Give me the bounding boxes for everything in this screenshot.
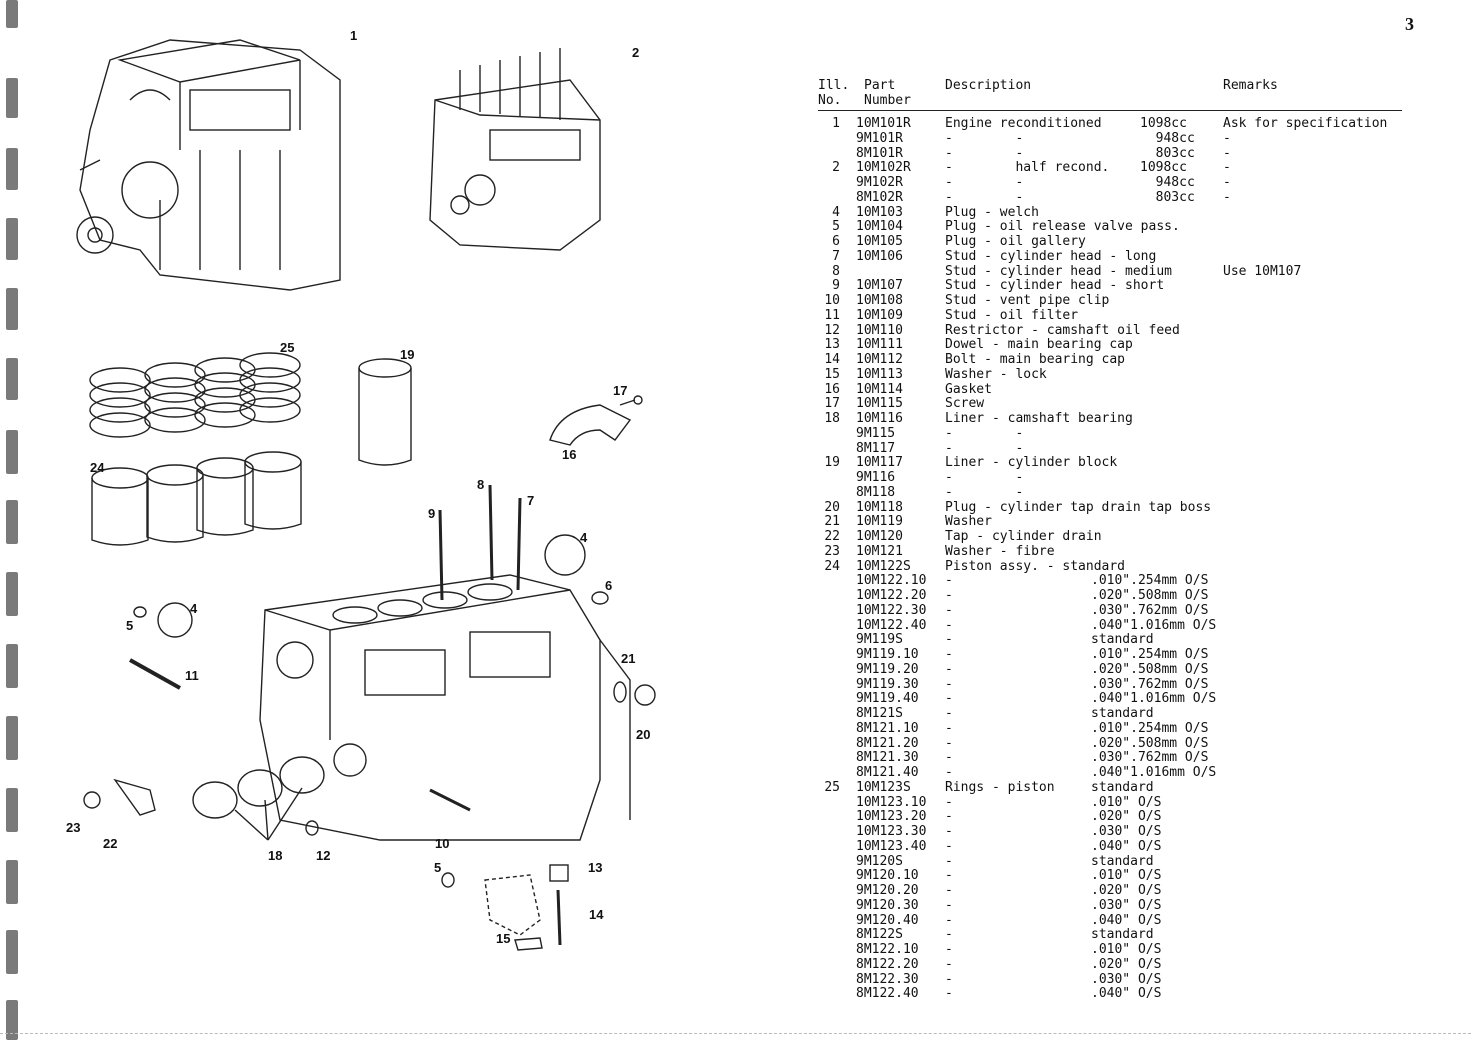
callout-18: 18 <box>268 848 283 863</box>
description-cell: - <box>945 853 953 869</box>
part-number-cell: 10M111 <box>856 337 903 353</box>
table-row <box>818 633 1418 648</box>
table-row <box>818 943 1418 958</box>
size-cell: .010" O/S <box>1091 794 1162 810</box>
callout-7: 7 <box>527 493 535 508</box>
callout-11: 11 <box>185 668 199 683</box>
table-row <box>818 973 1418 988</box>
description-cell: Washer - fibre <box>945 543 1055 559</box>
ill-no-cell: 17 <box>824 396 840 412</box>
part-number-cell: 10M120 <box>856 529 903 544</box>
description-cell: Dowel - main bearing cap <box>945 337 1133 353</box>
description-cell: - - <box>945 470 1024 485</box>
table-row <box>818 220 1418 235</box>
ill-no-cell: 8 <box>832 263 840 279</box>
table-row <box>818 279 1418 294</box>
size-cell: standard <box>1091 927 1154 943</box>
part-number-cell: 9M119S <box>856 632 903 648</box>
table-row <box>818 884 1418 899</box>
part-number-cell: 10M123.30 <box>856 824 927 839</box>
table-row <box>818 545 1418 560</box>
ill-no-cell: 9 <box>832 278 840 294</box>
description-cell: - <box>945 602 953 618</box>
part-number-cell: 10M123.40 <box>856 838 927 854</box>
part-number-cell: 9M101R <box>856 130 903 146</box>
part-number-cell: 8M117 <box>856 440 896 456</box>
description-cell: Liner - camshaft bearing <box>945 411 1133 426</box>
callout-9: 9 <box>428 506 436 521</box>
part-number-cell: 10M107 <box>856 278 903 294</box>
ill-no-cell: 15 <box>824 366 840 382</box>
header-part-number: Part Number <box>864 78 911 108</box>
table-row <box>818 825 1418 840</box>
part-number-cell: 10M112 <box>856 352 903 367</box>
table-row <box>818 766 1418 781</box>
callout-22: 22 <box>103 836 118 851</box>
size-cell: .040" O/S <box>1091 838 1162 854</box>
part-number-cell: 9M120.10 <box>856 868 919 884</box>
page-number: 3 <box>1405 14 1414 34</box>
table-row <box>818 368 1418 383</box>
part-number-cell: 8M121.30 <box>856 750 919 766</box>
description-cell: Tap - cylinder drain <box>945 529 1102 544</box>
size-cell: standard <box>1091 779 1154 795</box>
part-number-cell: 8M121.10 <box>856 720 919 736</box>
callout-15: 15 <box>496 931 511 946</box>
size-cell: .040" O/S <box>1091 986 1162 1002</box>
size-cell: standard <box>1091 853 1154 869</box>
table-row <box>818 958 1418 973</box>
part-number-cell: 8M122S <box>856 927 903 943</box>
table-row <box>818 781 1418 796</box>
description-cell: Stud - cylinder head - long <box>945 248 1157 264</box>
table-row <box>818 412 1418 427</box>
callout-6: 6 <box>605 578 613 593</box>
part-number-cell: 9M119.30 <box>856 676 919 692</box>
description-cell: - - <box>945 484 1024 500</box>
size-cell: .040"1.016mm O/S <box>1091 691 1217 707</box>
table-row <box>818 574 1418 589</box>
part-number-cell: 10M108 <box>856 293 903 308</box>
part-number-cell: 8M121.20 <box>856 735 919 751</box>
remarks-cell: - <box>1223 175 1231 190</box>
callout-2: 2 <box>632 45 640 60</box>
part-number-cell: 10M122S <box>856 558 911 574</box>
table-row <box>818 338 1418 353</box>
description-cell: - <box>945 647 953 662</box>
part-number-cell: 10M109 <box>856 307 903 323</box>
ill-no-cell: 19 <box>824 455 840 471</box>
description-cell: Screw <box>945 396 985 412</box>
callout-24: 24 <box>90 460 105 475</box>
size-cell: .020".508mm O/S <box>1091 735 1209 751</box>
table-row <box>818 751 1418 766</box>
callout-labels <box>66 28 650 946</box>
callout-21: 21 <box>621 651 636 666</box>
ill-no-cell: 18 <box>824 411 840 426</box>
description-cell: Restrictor - camshaft oil feed <box>945 322 1180 338</box>
part-number-cell: 8M102R <box>856 189 903 205</box>
ill-no-cell: 6 <box>832 234 840 249</box>
engine-parts-illustration <box>40 20 740 1020</box>
ill-no-cell: 14 <box>824 352 840 367</box>
gasket-drawing <box>550 396 642 445</box>
table-row <box>818 604 1418 619</box>
table-row <box>818 383 1418 398</box>
description-cell: - <box>945 883 953 898</box>
description-cell: Plug - welch <box>945 204 1039 220</box>
description-cell: Liner - cylinder block <box>945 455 1118 471</box>
description-cell: - <box>945 868 953 884</box>
size-cell: .030".762mm O/S <box>1091 602 1209 618</box>
part-number-cell: 8M118 <box>856 484 896 500</box>
table-row <box>818 692 1418 707</box>
size-cell: .010".254mm O/S <box>1091 573 1209 589</box>
table-row <box>818 442 1418 457</box>
ill-no-cell: 24 <box>824 558 840 574</box>
part-number-cell: 8M121.40 <box>856 765 919 780</box>
table-row <box>818 899 1418 914</box>
callout-23: 23 <box>66 820 81 835</box>
part-number-cell: 8M122.20 <box>856 956 919 972</box>
description-cell: Plug - oil gallery <box>945 234 1086 249</box>
size-cell: .040"1.016mm O/S <box>1091 765 1217 780</box>
table-row <box>818 914 1418 929</box>
description-cell: - <box>945 720 953 736</box>
cylinder-liner-drawing <box>359 359 411 465</box>
part-number-cell: 10M113 <box>856 366 903 382</box>
description-cell: - - <box>945 175 1024 190</box>
table-row <box>818 147 1418 162</box>
description-cell: - <box>945 971 953 987</box>
parts-rows <box>818 117 1418 1002</box>
size-cell: standard <box>1091 632 1154 648</box>
ill-no-cell: 16 <box>824 381 840 397</box>
ill-no-cell: 5 <box>832 219 840 235</box>
table-row <box>818 678 1418 693</box>
table-row <box>818 855 1418 870</box>
description-cell: Plug - cylinder tap drain tap boss <box>945 499 1212 515</box>
table-row <box>818 191 1418 206</box>
description-cell: - - <box>945 189 1024 205</box>
table-row <box>818 265 1418 280</box>
callout-13: 13 <box>588 860 603 875</box>
parts-list-header <box>818 76 1402 111</box>
description-cell: - <box>945 661 953 677</box>
description-cell: Plug - oil release valve pass. <box>945 219 1180 235</box>
size-cell: .030".762mm O/S <box>1091 750 1209 766</box>
ill-no-cell: 21 <box>824 514 840 530</box>
table-row <box>818 796 1418 811</box>
remarks-cell: Use 10M107 <box>1223 263 1302 279</box>
callout-8: 8 <box>477 477 485 492</box>
size-cell: 948cc <box>1140 175 1195 190</box>
description-cell: - <box>945 824 953 839</box>
description-cell: - <box>945 573 953 589</box>
description-cell: - <box>945 735 953 751</box>
table-row <box>818 176 1418 191</box>
part-number-cell: 10M110 <box>856 322 903 338</box>
table-row <box>818 987 1418 1002</box>
table-row <box>818 456 1418 471</box>
table-row <box>818 810 1418 825</box>
description-cell: - - <box>945 145 1024 161</box>
table-row <box>818 206 1418 221</box>
table-row <box>818 235 1418 250</box>
description-cell: Engine reconditioned <box>945 116 1102 131</box>
size-cell: .040"1.016mm O/S <box>1091 617 1217 633</box>
description-cell: Stud - cylinder head - medium <box>945 263 1172 279</box>
table-row <box>818 161 1418 176</box>
callout-5a: 5 <box>126 618 134 633</box>
description-cell: - <box>945 588 953 603</box>
callout-14: 14 <box>589 907 604 922</box>
parts-list <box>818 76 1418 1002</box>
part-number-cell: 8M101R <box>856 145 903 161</box>
callout-10: 10 <box>435 836 450 851</box>
table-row <box>818 707 1418 722</box>
description-cell: - <box>945 691 953 707</box>
part-number-cell: 9M116 <box>856 470 896 485</box>
half-engine-drawing <box>430 48 600 250</box>
description-cell: - <box>945 927 953 943</box>
part-number-cell: 10M123.20 <box>856 809 927 825</box>
description-cell: Piston assy. - standard <box>945 558 1126 574</box>
description-cell: - <box>945 750 953 766</box>
description-cell: Gasket <box>945 381 992 397</box>
part-number-cell: 10M105 <box>856 234 903 249</box>
callout-5b: 5 <box>434 860 442 875</box>
callout-12: 12 <box>316 848 331 863</box>
size-cell: .020".508mm O/S <box>1091 588 1209 603</box>
description-cell: - <box>945 809 953 825</box>
ill-no-cell: 13 <box>824 337 840 353</box>
pistons-drawing <box>92 452 301 545</box>
table-row <box>818 427 1418 442</box>
part-number-cell: 9M119.20 <box>856 661 919 677</box>
callout-1: 1 <box>350 28 358 43</box>
part-number-cell: 10M102R <box>856 160 911 176</box>
table-row <box>818 737 1418 752</box>
size-cell: 948cc <box>1140 130 1195 146</box>
part-number-cell: 10M122.40 <box>856 617 927 633</box>
table-row <box>818 132 1418 147</box>
part-number-cell: 10M119 <box>856 514 903 530</box>
size-cell: .030".762mm O/S <box>1091 676 1209 692</box>
size-cell: 803cc <box>1140 189 1195 205</box>
header-ill-no: Ill. No. <box>818 78 850 108</box>
part-number-cell: 9M115 <box>856 425 896 441</box>
description-cell: - <box>945 956 953 972</box>
ill-no-cell: 2 <box>832 160 840 176</box>
size-cell: .020" O/S <box>1091 883 1162 898</box>
engine-assembly-drawing <box>77 40 340 290</box>
description-cell: - <box>945 765 953 780</box>
part-number-cell: 10M104 <box>856 219 903 235</box>
part-number-cell: 8M121S <box>856 706 903 721</box>
part-number-cell: 10M103 <box>856 204 903 220</box>
ill-no-cell: 10 <box>824 293 840 308</box>
description-cell: - half recond. <box>945 160 1110 176</box>
table-row <box>818 117 1418 132</box>
description-cell: Washer - lock <box>945 366 1047 382</box>
ill-no-cell: 23 <box>824 543 840 559</box>
table-row <box>818 324 1418 339</box>
callout-16: 16 <box>562 447 577 462</box>
part-number-cell: 10M116 <box>856 411 903 426</box>
remarks-cell: - <box>1223 189 1231 205</box>
part-number-cell: 9M119.40 <box>856 691 919 707</box>
size-cell: standard <box>1091 706 1154 721</box>
size-cell: 1098cc <box>1140 116 1187 131</box>
size-cell: 1098cc <box>1140 160 1187 176</box>
part-number-cell: 10M114 <box>856 381 903 397</box>
description-cell: - <box>945 632 953 648</box>
ill-no-cell: 22 <box>824 529 840 544</box>
part-number-cell: 9M120.20 <box>856 883 919 898</box>
part-number-cell: 10M115 <box>856 396 903 412</box>
description-cell: Stud - cylinder head - short <box>945 278 1165 294</box>
binding-strip <box>6 0 20 1040</box>
table-row <box>818 501 1418 516</box>
ill-no-cell: 1 <box>832 116 840 131</box>
table-row <box>818 869 1418 884</box>
ill-no-cell: 7 <box>832 248 840 264</box>
page-bottom-rule <box>0 1033 1471 1034</box>
description-cell: Bolt - main bearing cap <box>945 352 1126 367</box>
part-number-cell: 9M119.10 <box>856 647 919 662</box>
callout-20: 20 <box>636 727 651 742</box>
description-cell: - - <box>945 425 1024 441</box>
table-row <box>818 486 1418 501</box>
part-number-cell: 10M118 <box>856 499 903 515</box>
description-cell: Rings - piston <box>945 779 1055 795</box>
size-cell: .010".254mm O/S <box>1091 647 1209 662</box>
table-row <box>818 560 1418 575</box>
callout-4b: 4 <box>190 601 198 616</box>
part-number-cell: 10M106 <box>856 248 903 264</box>
size-cell: .010" O/S <box>1091 942 1162 957</box>
ill-no-cell: 4 <box>832 204 840 220</box>
part-number-cell: 10M122.10 <box>856 573 927 589</box>
part-number-cell: 8M122.10 <box>856 942 919 957</box>
table-row <box>818 250 1418 265</box>
table-row <box>818 722 1418 737</box>
part-number-cell: 10M101R <box>856 116 911 131</box>
part-number-cell: 9M120.30 <box>856 897 919 913</box>
callout-17: 17 <box>613 383 628 398</box>
remarks-cell: - <box>1223 160 1231 176</box>
description-cell: - <box>945 676 953 692</box>
table-row <box>818 294 1418 309</box>
callout-4a: 4 <box>580 530 588 545</box>
description-cell: - - <box>945 440 1024 456</box>
callout-25: 25 <box>280 340 295 355</box>
header-remarks: Remarks <box>1223 78 1278 93</box>
description-cell: Stud - vent pipe clip <box>945 293 1110 308</box>
table-row <box>818 471 1418 486</box>
description-cell: - <box>945 838 953 854</box>
part-number-cell: 10M122.30 <box>856 602 927 618</box>
remarks-cell: Ask for specification <box>1223 116 1388 131</box>
part-number-cell: 8M122.40 <box>856 986 919 1002</box>
part-number-cell: 10M123.10 <box>856 794 927 810</box>
ill-no-cell: 20 <box>824 499 840 515</box>
table-row <box>818 663 1418 678</box>
description-cell: - <box>945 617 953 633</box>
table-row <box>818 589 1418 604</box>
part-number-cell: 10M121 <box>856 543 903 559</box>
size-cell: .020" O/S <box>1091 809 1162 825</box>
size-cell: .030" O/S <box>1091 971 1162 987</box>
table-row <box>818 928 1418 943</box>
part-number-cell: 9M102R <box>856 175 903 190</box>
table-row <box>818 353 1418 368</box>
remarks-cell: - <box>1223 130 1231 146</box>
description-cell: - <box>945 794 953 810</box>
size-cell: .040" O/S <box>1091 912 1162 928</box>
ill-no-cell: 12 <box>824 322 840 338</box>
size-cell: .030" O/S <box>1091 897 1162 913</box>
size-cell: .010".254mm O/S <box>1091 720 1209 736</box>
size-cell: .030" O/S <box>1091 824 1162 839</box>
description-cell: - <box>945 912 953 928</box>
description-cell: Stud - oil filter <box>945 307 1079 323</box>
description-cell: - <box>945 942 953 957</box>
part-number-cell: 9M120S <box>856 853 903 869</box>
part-number-cell: 9M120.40 <box>856 912 919 928</box>
size-cell: .010" O/S <box>1091 868 1162 884</box>
ill-no-cell: 11 <box>824 307 840 323</box>
part-number-cell: 10M123S <box>856 779 911 795</box>
table-row <box>818 515 1418 530</box>
description-cell: - - <box>945 130 1024 146</box>
size-cell: .020" O/S <box>1091 956 1162 972</box>
part-number-cell: 10M122.20 <box>856 588 927 603</box>
table-row <box>818 648 1418 663</box>
description-cell: - <box>945 706 953 721</box>
table-row <box>818 397 1418 412</box>
table-row <box>818 619 1418 634</box>
size-cell: 803cc <box>1140 145 1195 161</box>
ill-no-cell: 25 <box>824 779 840 795</box>
description-cell: - <box>945 897 953 913</box>
cylinder-block-drawing <box>260 575 630 840</box>
table-row <box>818 309 1418 324</box>
piston-rings-drawing <box>90 353 300 437</box>
header-description: Description <box>945 78 1032 93</box>
table-row <box>818 530 1418 545</box>
description-cell: Washer <box>945 514 992 530</box>
callout-19: 19 <box>400 347 415 362</box>
part-number-cell: 10M117 <box>856 455 903 471</box>
table-row <box>818 840 1418 855</box>
remarks-cell: - <box>1223 145 1231 161</box>
description-cell: - <box>945 986 953 1002</box>
size-cell: .020".508mm O/S <box>1091 661 1209 677</box>
part-number-cell: 8M122.30 <box>856 971 919 987</box>
